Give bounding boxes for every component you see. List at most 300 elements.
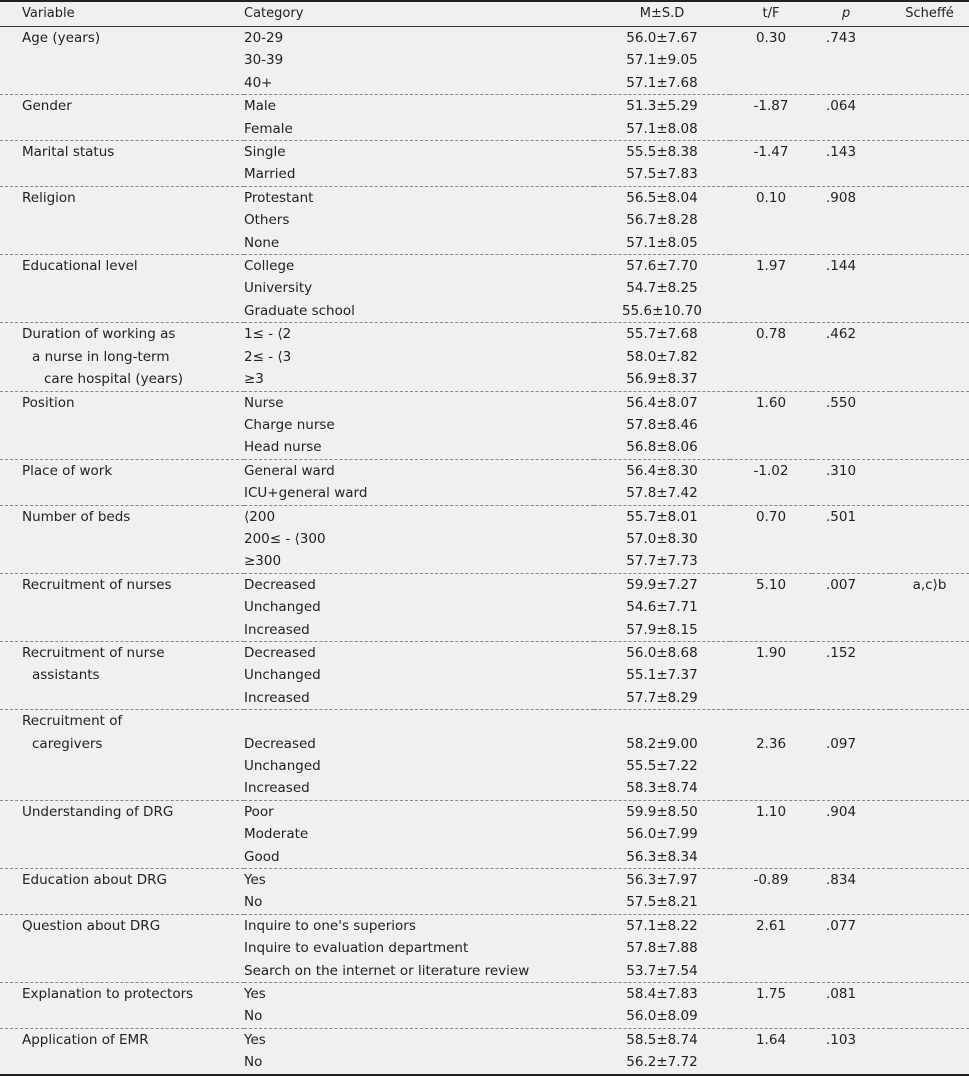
mean-sd-cell: 56.8±8.06 (594, 436, 730, 459)
scheffe-cell (890, 277, 969, 299)
scheffe-cell (890, 414, 969, 436)
variable-cell (0, 391, 244, 414)
scheffe-cell (890, 687, 969, 710)
t-f-cell (730, 346, 812, 368)
t-f-cell (730, 277, 812, 299)
variable-cell (0, 323, 244, 346)
category-cell: Unchanged (244, 758, 321, 774)
table-row (0, 937, 969, 959)
mean-sd-cell: 58.2±9.00 (626, 735, 698, 752)
p-value-cell (812, 1005, 890, 1028)
mean-sd-cell: 56.0±8.68 (626, 644, 698, 661)
scheffe-cell (890, 710, 969, 733)
variable-label: Position (22, 394, 75, 411)
mean-sd-cell: 57.9±8.15 (594, 619, 730, 642)
mean-sd-cell: 57.1±8.08 (594, 118, 730, 141)
variable-label: Marital status (22, 144, 115, 161)
table-row (0, 141, 969, 164)
p-value-cell (812, 346, 890, 368)
category-cell: Increased (244, 777, 594, 800)
table-row (0, 573, 969, 596)
p-value-cell (812, 72, 890, 95)
variable-cell (0, 209, 244, 231)
mean-sd-cell: 57.1±8.22 (626, 917, 698, 934)
category-cell: Moderate (244, 826, 309, 843)
variable-label: Recruitment of nurse (22, 644, 165, 661)
variable-cell (0, 641, 244, 664)
category-cell: Inquire to one's superiors (244, 917, 416, 934)
variable-label: Education about DRG (22, 872, 167, 889)
category-cell: Unchanged (244, 667, 321, 684)
t-f-cell: -1.02 (753, 462, 789, 479)
scheffe-cell (890, 1005, 969, 1028)
header-variable: Variable (0, 1, 244, 27)
t-f-cell: -1.87 (753, 98, 789, 115)
scheffe-cell (890, 186, 969, 209)
category-cell: University (244, 280, 313, 297)
variable-label: Recruitment of nurses (22, 576, 172, 593)
category-cell: No (244, 1005, 594, 1028)
p-value-cell (812, 891, 890, 914)
mean-sd-cell: 56.5±8.04 (626, 189, 698, 206)
variable-label: caregivers (32, 735, 103, 752)
variable-cell (0, 596, 244, 618)
scheffe-cell (890, 436, 969, 459)
category-cell: 40+ (244, 72, 594, 95)
variable-label: Educational level (22, 258, 138, 275)
t-f-cell (730, 209, 812, 231)
mean-sd-cell: 56.7±8.28 (626, 212, 698, 229)
mean-sd-cell: 58.3±8.74 (594, 777, 730, 800)
mean-sd-cell: 57.6±7.70 (626, 258, 698, 275)
scheffe-cell (890, 118, 969, 141)
variable-cell (0, 163, 244, 186)
mean-sd-cell: 57.7±7.73 (594, 550, 730, 573)
t-f-cell: 0.70 (755, 508, 787, 525)
t-f-cell: 2.36 (755, 735, 787, 752)
category-cell: Graduate school (244, 300, 594, 323)
table-row (0, 346, 969, 368)
table-row (0, 414, 969, 436)
p-value-cell (812, 482, 890, 505)
scheffe-cell (890, 755, 969, 777)
mean-sd-cell: 57.5±8.21 (594, 891, 730, 914)
header-p: p (812, 1, 890, 27)
variable-label: Question about DRG (22, 917, 161, 934)
variable-cell (0, 232, 244, 255)
p-value-cell: .144 (826, 258, 857, 275)
mean-sd-cell: 56.4±8.07 (626, 394, 698, 411)
category-cell: Others (244, 212, 290, 229)
p-value-cell (812, 777, 890, 800)
variable-cell (0, 49, 244, 71)
table-row (0, 914, 969, 937)
scheffe-cell (890, 72, 969, 95)
mean-sd-cell: 55.7±8.01 (626, 508, 698, 525)
variable-cell (0, 95, 244, 118)
t-f-cell: 1.97 (755, 258, 787, 275)
p-value-cell: .143 (826, 144, 857, 161)
variable-cell (0, 733, 244, 755)
p-value-cell (812, 300, 890, 323)
mean-sd-cell: 57.8±7.88 (626, 940, 698, 957)
scheffe-cell (890, 505, 969, 528)
category-cell: No (244, 891, 594, 914)
table-row (0, 755, 969, 777)
mean-sd-cell: 58.5±8.74 (626, 1031, 698, 1048)
category-cell: Decreased (244, 735, 316, 752)
p-value-cell: .310 (826, 462, 857, 479)
t-f-cell (730, 891, 812, 914)
category-cell: Single (244, 144, 286, 161)
variable-label: assistants (32, 667, 100, 684)
p-value-cell (812, 619, 890, 642)
t-f-cell: 1.60 (755, 394, 787, 411)
t-f-cell (730, 118, 812, 141)
scheffe-cell (890, 869, 969, 892)
category-cell: ≥3 (244, 368, 594, 391)
t-f-cell (730, 163, 812, 186)
variable-label: Religion (22, 189, 76, 206)
mean-sd-cell: 57.1±8.05 (594, 232, 730, 255)
category-cell: No (244, 1051, 594, 1074)
table-row (0, 1005, 969, 1028)
p-value-cell (812, 277, 890, 299)
variable-cell (0, 823, 244, 845)
t-f-cell (730, 937, 812, 959)
table-row (0, 391, 969, 414)
category-cell: Married (244, 163, 594, 186)
category-cell: Poor (244, 803, 274, 820)
table-row (0, 255, 969, 278)
mean-sd-cell: 54.6±7.71 (626, 599, 698, 616)
t-f-cell (730, 436, 812, 459)
variable-label: Explanation to protectors (22, 986, 194, 1003)
scheffe-cell (890, 664, 969, 686)
t-f-cell (730, 1051, 812, 1074)
mean-sd-cell: 55.5±8.38 (626, 144, 698, 161)
t-f-cell (730, 368, 812, 391)
t-f-cell: 5.10 (755, 576, 787, 593)
category-cell: Male (244, 98, 276, 115)
scheffe-cell (890, 891, 969, 914)
variable-cell (0, 118, 244, 141)
scheffe-cell (890, 777, 969, 800)
variable-cell (0, 346, 244, 368)
p-value-cell (812, 664, 890, 686)
scheffe-cell (890, 300, 969, 323)
t-f-cell: 0.30 (755, 30, 787, 46)
p-value-cell (812, 163, 890, 186)
variable-cell (0, 891, 244, 914)
category-cell: Decreased (244, 644, 316, 661)
p-value-cell: .462 (826, 326, 857, 343)
table-row (0, 118, 969, 141)
table-row (0, 641, 969, 664)
category-cell: 30-39 (244, 52, 284, 69)
category-cell: General ward (244, 462, 335, 479)
category-cell: Yes (244, 986, 266, 1003)
p-value-cell (812, 528, 890, 550)
scheffe-cell (890, 528, 969, 550)
p-value-cell: .152 (826, 644, 857, 661)
scheffe-cell (890, 49, 969, 71)
t-f-cell (730, 619, 812, 642)
t-f-cell (730, 414, 812, 436)
t-f-cell: 1.90 (755, 644, 787, 661)
variable-label: Duration of working as (22, 326, 176, 343)
mean-sd-cell: 56.4±8.30 (626, 462, 698, 479)
variable-cell (0, 914, 244, 937)
p-value-cell: .743 (826, 30, 857, 46)
t-f-cell (730, 300, 812, 323)
t-f-cell (730, 528, 812, 550)
mean-sd-cell: 56.3±8.34 (594, 846, 730, 869)
scheffe-cell (890, 95, 969, 118)
mean-sd-cell: 56.0±7.67 (626, 30, 698, 46)
p-value-cell: .550 (826, 394, 857, 411)
table-row (0, 823, 969, 845)
category-cell: Decreased (244, 576, 316, 593)
p-value-cell: .097 (826, 735, 857, 752)
t-f-cell (730, 777, 812, 800)
variable-label: Place of work (22, 462, 113, 479)
scheffe-cell (890, 619, 969, 642)
scheffe-cell (890, 823, 969, 845)
scheffe-cell (890, 550, 969, 573)
table-row (0, 186, 969, 209)
t-f-cell (730, 823, 812, 845)
p-value-cell (812, 118, 890, 141)
scheffe-cell (890, 1028, 969, 1051)
mean-sd-cell: 55.5±7.22 (626, 758, 698, 774)
scheffe-cell (890, 27, 969, 50)
p-value-cell (812, 960, 890, 983)
category-cell: ⟨200 (244, 508, 276, 525)
p-value-cell (812, 368, 890, 391)
table-row (0, 891, 969, 914)
p-value-cell: .103 (826, 1031, 857, 1048)
scheffe-cell (890, 346, 969, 368)
variable-cell (0, 846, 244, 869)
p-value-cell: .081 (826, 986, 857, 1003)
table-row (0, 619, 969, 642)
category-cell: Head nurse (244, 436, 594, 459)
table-row (0, 869, 969, 892)
scheffe-cell (890, 596, 969, 618)
scheffe-cell (890, 255, 969, 278)
scheffe-cell (890, 323, 969, 346)
mean-sd-cell: 57.8±7.42 (594, 482, 730, 505)
p-value-cell (812, 823, 890, 845)
table-body (0, 27, 969, 1075)
variable-cell (0, 937, 244, 959)
category-cell: Protestant (244, 189, 314, 206)
mean-sd-cell: 57.8±8.46 (626, 416, 698, 433)
table-row (0, 300, 969, 323)
header-scheffe: Scheffé (890, 1, 969, 27)
scheffe-cell (890, 368, 969, 391)
mean-sd-cell: 51.3±5.29 (626, 98, 698, 115)
scheffe-cell (890, 391, 969, 414)
variable-cell (0, 528, 244, 550)
mean-sd-cell (594, 710, 730, 733)
variable-cell (0, 300, 244, 323)
mean-sd-cell: 57.7±8.29 (594, 687, 730, 710)
t-f-cell (730, 72, 812, 95)
mean-sd-cell: 54.7±8.25 (626, 280, 698, 297)
t-f-cell (730, 710, 812, 733)
t-f-cell (730, 687, 812, 710)
scheffe-cell (890, 914, 969, 937)
t-f-cell: 1.64 (755, 1031, 787, 1048)
t-f-cell (730, 846, 812, 869)
p-value-cell (812, 550, 890, 573)
table-row (0, 209, 969, 231)
table-row (0, 846, 969, 869)
t-f-cell: -0.89 (753, 872, 789, 889)
category-cell: Female (244, 118, 594, 141)
variable-cell (0, 573, 244, 596)
scheffe-cell (890, 209, 969, 231)
t-f-cell (730, 49, 812, 71)
table-row (0, 163, 969, 186)
mean-sd-cell: 58.4±7.83 (626, 986, 698, 1003)
category-cell: ICU+general ward (244, 482, 594, 505)
variable-cell (0, 414, 244, 436)
category-cell: Yes (244, 872, 266, 889)
table-row (0, 528, 969, 550)
p-value-cell: .908 (826, 189, 857, 206)
table-row (0, 596, 969, 618)
mean-sd-cell: 59.9±7.27 (626, 576, 698, 593)
category-cell: None (244, 232, 594, 255)
variable-cell (0, 1051, 244, 1074)
table-row (0, 960, 969, 983)
table-row (0, 482, 969, 505)
table-row (0, 27, 969, 50)
p-value-cell (812, 209, 890, 231)
t-f-cell (730, 1005, 812, 1028)
variable-cell (0, 1028, 244, 1051)
p-value-cell (812, 710, 890, 733)
variable-cell (0, 710, 244, 733)
table-row (0, 232, 969, 255)
table-row (0, 49, 969, 71)
p-value-cell (812, 436, 890, 459)
category-cell (244, 710, 594, 733)
table-row (0, 550, 969, 573)
variable-cell (0, 1005, 244, 1028)
p-value-cell: .904 (826, 803, 857, 820)
variable-label: Understanding of DRG (22, 803, 174, 820)
p-value-cell (812, 49, 890, 71)
scheffe-cell (890, 800, 969, 823)
category-cell: Increased (244, 687, 594, 710)
table-row (0, 459, 969, 482)
t-f-cell: 2.61 (755, 917, 787, 934)
p-value-cell: .077 (826, 917, 857, 934)
variable-cell (0, 482, 244, 505)
category-cell: 200≤ - ⟨300 (244, 530, 326, 547)
scheffe-cell: a,c⟩b (912, 576, 947, 593)
scheffe-cell (890, 232, 969, 255)
variable-cell (0, 72, 244, 95)
category-cell: Inquire to evaluation department (244, 940, 469, 957)
scheffe-cell (890, 459, 969, 482)
scheffe-cell (890, 163, 969, 186)
table-row (0, 277, 969, 299)
mean-sd-cell: 57.0±8.30 (626, 530, 698, 547)
scheffe-cell (890, 733, 969, 755)
table-row (0, 323, 969, 346)
t-f-cell (730, 664, 812, 686)
table-row (0, 800, 969, 823)
mean-sd-cell: 56.0±7.99 (626, 826, 698, 843)
mean-sd-cell: 55.1±7.37 (626, 667, 698, 684)
t-f-cell: 1.10 (755, 803, 787, 820)
scheffe-cell (890, 983, 969, 1006)
table-row (0, 983, 969, 1006)
mean-sd-cell: 57.1±9.05 (626, 52, 698, 69)
variable-cell (0, 687, 244, 710)
category-cell: Unchanged (244, 599, 321, 616)
t-f-cell (730, 482, 812, 505)
table-row (0, 368, 969, 391)
category-cell: 1≤ - ⟨2 (244, 326, 292, 343)
variable-label: Number of beds (22, 508, 131, 525)
scheffe-cell (890, 960, 969, 983)
table-row (0, 1028, 969, 1051)
p-value-cell: .007 (826, 576, 857, 593)
variable-cell (0, 619, 244, 642)
t-f-cell: 1.75 (755, 986, 787, 1003)
variable-label: care hospital (years) (44, 371, 184, 388)
category-cell: Yes (244, 1031, 266, 1048)
mean-sd-cell: 58.0±7.82 (626, 348, 698, 365)
header-mean-sd: M±S.D (594, 1, 730, 27)
table-row (0, 505, 969, 528)
table-row (0, 777, 969, 800)
category-cell: Charge nurse (244, 416, 335, 433)
table-row (0, 687, 969, 710)
category-cell: Good (244, 846, 594, 869)
t-f-cell (730, 960, 812, 983)
category-cell: Nurse (244, 394, 284, 411)
category-cell: 20-29 (244, 30, 284, 46)
table-row (0, 72, 969, 95)
variable-cell (0, 777, 244, 800)
variable-label: a nurse in long-term (32, 348, 170, 365)
mean-sd-cell: 55.7±7.68 (626, 326, 698, 343)
scheffe-cell (890, 846, 969, 869)
variable-cell (0, 27, 244, 50)
t-f-cell: 0.78 (755, 326, 787, 343)
mean-sd-cell: 56.0±8.09 (594, 1005, 730, 1028)
variable-cell (0, 960, 244, 983)
category-cell: 2≤ - ⟨3 (244, 348, 292, 365)
category-cell: Increased (244, 619, 594, 642)
mean-sd-cell: 57.1±7.68 (594, 72, 730, 95)
p-value-cell (812, 755, 890, 777)
variable-cell (0, 505, 244, 528)
t-f-cell (730, 596, 812, 618)
table-row (0, 710, 969, 733)
p-value-cell (812, 687, 890, 710)
scheffe-cell (890, 482, 969, 505)
table-row (0, 95, 969, 118)
mean-sd-cell: 59.9±8.50 (626, 803, 698, 820)
